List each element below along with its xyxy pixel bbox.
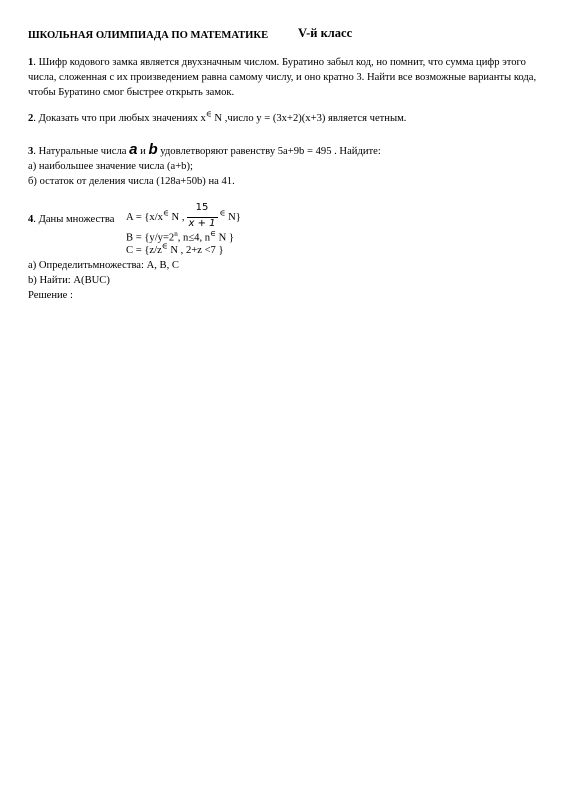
problem-4-intro	[28, 212, 114, 227]
problem-1-text-line1: . Шифр кодового замка является двухзначным числом. Буратино забыл код, но помнит, что сумма цифр этого	[33, 57, 526, 68]
problem-1-text-line2: числа, сложенная с их произведением равна самому числу, и оно кратно 3. Найти все возможные варианты кода,	[28, 72, 537, 83]
fraction	[187, 202, 218, 229]
problem-3	[28, 142, 538, 189]
problem-4-tasks	[28, 258, 428, 303]
variable-b: b	[148, 141, 158, 158]
element-of-symbol: ∈	[219, 208, 226, 218]
set-a	[126, 202, 446, 229]
element-of-symbol: ∈	[205, 109, 212, 119]
solution-label: Решение :	[28, 290, 73, 301]
problem-2-text-b: N ,число у = (3x+2)(x+3) является четным.	[211, 113, 407, 124]
problem-4-item-a: а) Определитьмножества: A, B, C	[28, 260, 179, 271]
problem-1	[28, 55, 538, 100]
problem-2-number: 2	[28, 113, 34, 124]
set-c	[126, 243, 446, 258]
element-of-symbol: ∈	[162, 208, 169, 218]
element-of-symbol: ∈	[210, 229, 216, 238]
page-title	[28, 28, 528, 42]
problem-4-number: 4	[28, 214, 34, 225]
set-b-middle: , n≤4, n	[177, 232, 211, 244]
problem-3-text-b: удовлетворяют равенству 5a+9b = 495 . Найдите:	[157, 146, 381, 157]
variable-a: a	[129, 141, 138, 158]
problem-3-number: 3	[28, 146, 34, 157]
set-a-end: N}	[225, 211, 241, 223]
problem-3-and: и	[137, 146, 149, 157]
problem-3-text-a: . Натуральные числа	[33, 146, 130, 157]
olympiad-title: ШКОЛЬНАЯ ОЛИМПИАДА ПО МАТЕМАТИКЕ	[28, 30, 269, 41]
set-c-start: C = {z/z	[126, 245, 162, 256]
set-b-end: N }	[215, 232, 235, 244]
problem-3-item-a: а) наибольшее значение числа (a+b);	[28, 161, 193, 172]
set-a-start: A = {x/x	[126, 211, 163, 223]
problem-1-text-line3: чтобы Буратино смог быстрее открыть замок.	[28, 87, 235, 98]
fraction-numerator: 15	[195, 202, 209, 213]
exponent-n: n	[174, 230, 178, 238]
problem-1-number: 1	[28, 57, 34, 68]
set-a-n: N ,	[168, 211, 185, 223]
problem-4-text: . Даны множества	[33, 214, 115, 225]
grade-label: V-й класс	[298, 26, 353, 40]
set-b-start: B = {y/y=2	[126, 232, 175, 244]
problem-3-item-b: б) остаток от деления числа (128a+50b) на 41.	[28, 176, 235, 187]
fraction-denominator: x + 1	[188, 218, 216, 229]
problem-2-text-a: . Доказать что при любых значениях x	[33, 113, 206, 124]
element-of-symbol: ∈	[161, 241, 168, 251]
problem-4-item-b: b) Найти: A(BUC)	[28, 275, 110, 286]
problem-2	[28, 111, 538, 126]
set-c-end: N , 2+z <7 }	[167, 245, 224, 256]
